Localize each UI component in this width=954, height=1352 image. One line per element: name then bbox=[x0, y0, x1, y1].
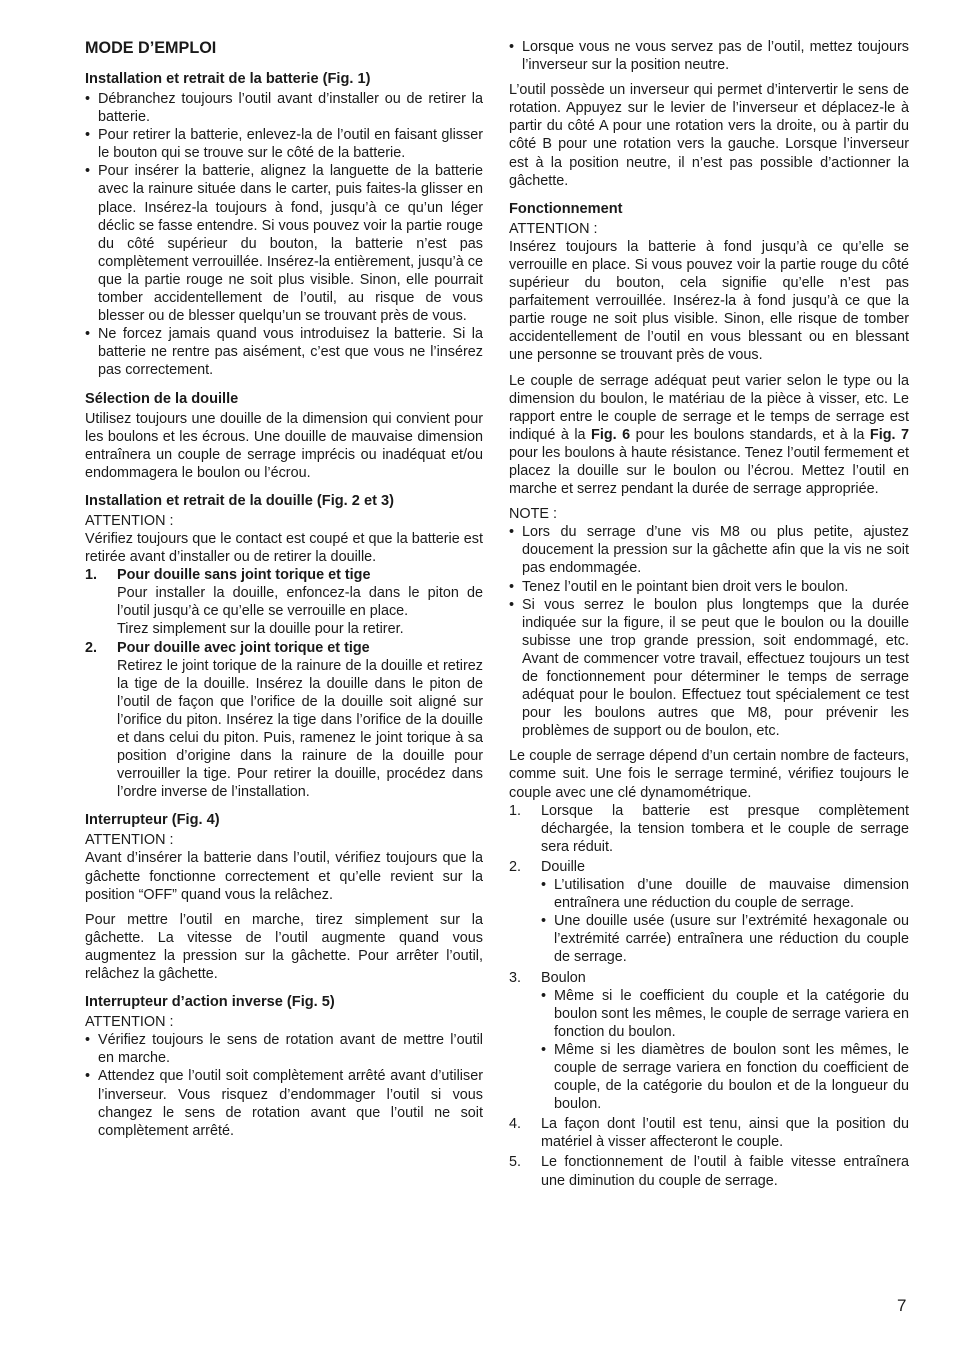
list-item bbox=[509, 858, 909, 967]
list-item bbox=[509, 802, 909, 856]
battery-bullet-list bbox=[85, 90, 483, 380]
factors-text: Le couple de serrage dépend d’un certain nombre de facteurs, comme suit. Une fois le serrage terminé, vérifiez toujours le couple avec une clé dynamométrique. bbox=[509, 748, 909, 801]
step-body: Retirez le joint torique de la rainure de la douille et retirez la tige de la douille. Insérez la douille dans le piton de l’outil de façon que l’orifice de la douille soit aligné sur l’orifice du piton. Insérez la tige dans l’orifice de la douille et dans celui du piton. Puis, ramenez le joint torique à sa position d’origine dans la rainure de la douille pour verrouiller la tige. Pour retirer la douille, procédez dans l’ordre inverse de l’installation. bbox=[117, 657, 483, 801]
list-item: • Attendez que l’outil soit complètement arrêté avant d’utiliser l’inverseur. Vous risquez d’endommager l’outil si vous changez le sens de rotation avant que l’outil ne soit complètement arrêté. bbox=[85, 1067, 483, 1139]
factor-body: Boulon bbox=[541, 969, 586, 986]
left-column bbox=[85, 38, 483, 1147]
factor-number: 5. bbox=[509, 1154, 522, 1171]
socket-selection-text: Utilisez toujours une douille de la dimension qui convient pour les boulons et les écrous. Une douille de mauvaise dimension entraînera un couple de serrage imprécis ou inadéquat et/ou endommagera le boulon ou l’écrou. bbox=[85, 410, 483, 481]
list-item: • Lors du serrage d’une vis M8 ou plus petite, ajustez doucement la pression sur la gâchette afin que la vis ne soit pas endommagée. bbox=[509, 523, 909, 577]
factor-body: La façon dont l’outil est tenu, ainsi que la position du matériel à visser affecteront le couple. bbox=[541, 1116, 909, 1151]
torque-text-part: Le couple de serrage adéquat peut varier selon le type ou la dimension du boulon, le matériau de la pièce à visser, etc. Le rapport entre le couple de serrage et le temps de serrage est indiqué à la bbox=[509, 372, 909, 443]
factor-number: 3. bbox=[509, 969, 522, 986]
reverse-switch-bullets-continued bbox=[509, 38, 909, 74]
factor-sub-list bbox=[541, 987, 909, 1114]
reverse-switch-bullets bbox=[85, 1031, 483, 1140]
torque-text-part: pour les boulons standards, et à la bbox=[630, 426, 870, 443]
figure-reference: Fig. 6 bbox=[591, 426, 631, 443]
list-item bbox=[85, 639, 483, 802]
page-heading: MODE D’EMPLOI bbox=[85, 39, 217, 57]
note-bullets bbox=[509, 523, 909, 740]
operation-section-title: Fonctionnement bbox=[509, 200, 623, 217]
battery-section-title: Installation et retrait de la batterie (Fig. 1) bbox=[85, 71, 371, 87]
socket-install-title: Installation et retrait de la douille (Fig. 2 et 3) bbox=[85, 492, 394, 509]
attention-label: ATTENTION : bbox=[509, 220, 598, 237]
attention-label: ATTENTION : bbox=[85, 832, 174, 849]
list-item bbox=[509, 1153, 909, 1189]
socket-install-steps bbox=[85, 566, 483, 801]
list-item: • Si vous serrez le boulon plus longtemps que la durée indiquée sur la figure, il se peut que le boulon ou la douille subisse une trop grande pression, soit endommagé, etc. Avant de commencer votre travail, effectuez toujours un test de fonctionnement pour déterminer le temps de serrage adéquat pour le boulon. Effectuez tout spécialement ce test pour les boulons autres que M8, pour prévenir les problèmes de support ou de boulon, etc. bbox=[509, 596, 909, 741]
factors-list bbox=[509, 802, 909, 1190]
list-item: • Pour insérer la batterie, alignez la languette de la batterie avec la rainure située dans le carter, puis faites-la glisser en place. Insérez-la toujours à fond, jusqu’à ce qu’un léger déclic se fasse entendre. Si vous pouvez voir la partie rouge du côté supérieur du bouton, la batterie n’est pas complètement verrouillée. Insérez-la entièrement, jusqu’à ce que la partie rouge ne soit plus visible. Sinon, elle pourrait tomber accidentellement de l’outil, au risque de vous blesser ou de blesser quelqu’un se trouvant près de vous. bbox=[85, 162, 483, 325]
step-body: Pour installer la douille, enfoncez-la dans le piton de l’outil jusqu’à ce qu’elle se verrouille en place. bbox=[117, 585, 483, 620]
step-body: Tirez simplement sur la douille pour la retirer. bbox=[117, 621, 404, 638]
switch-section-title: Interrupteur (Fig. 4) bbox=[85, 812, 220, 829]
attention-label: ATTENTION : bbox=[85, 1014, 174, 1031]
torque-text bbox=[509, 372, 909, 499]
note-label: NOTE : bbox=[509, 506, 557, 523]
list-item: • Ne forcez jamais quand vous introduisez la batterie. Si la batterie ne rentre pas aisément, c’est que vous ne l’insérez pas correctement. bbox=[85, 325, 483, 379]
factor-number: 1. bbox=[509, 802, 522, 819]
list-item: • Pour retirer la batterie, enlevez-la de l’outil en faisant glisser le bouton qui se trouve sur le côté de la batterie. bbox=[85, 126, 483, 162]
factor-body: Le fonctionnement de l’outil à faible vitesse entraînera une diminution du couple de serrage. bbox=[541, 1154, 909, 1189]
figure-reference: Fig. 7 bbox=[869, 426, 909, 443]
factor-body: Lorsque la batterie est presque complètement déchargée, la tension tombera et le couple de serrage sera réduit. bbox=[541, 802, 909, 855]
list-item: • Lorsque vous ne vous servez pas de l’outil, mettez toujours l’inverseur sur la position neutre. bbox=[509, 38, 909, 74]
list-item bbox=[85, 566, 483, 638]
factor-body: Douille bbox=[541, 858, 585, 875]
list-item: • Débranchez toujours l’outil avant d’installer ou de retirer la batterie. bbox=[85, 90, 483, 126]
step-title: Pour douille avec joint torique et tige bbox=[117, 639, 370, 656]
factor-number: 2. bbox=[509, 858, 522, 875]
attention-text: Vérifiez toujours que le contact est coupé et que la batterie est retirée avant d’installer ou de retirer la douille. bbox=[85, 530, 483, 566]
torque-text-part: pour les boulons à haute résistance. Tenez l’outil fermement et placez la douille sur le boulon ou l’écrou. Mettez l’outil en marche et serrez pendant la durée de serrage appropriée. bbox=[509, 444, 909, 498]
reverse-switch-text: L’outil possède un inverseur qui permet d’intervertir le sens de rotation. Appuyez sur le levier de l’inverseur et déplacez-le à partir du côté A pour une rotation vers la droite, ou à partir du côté B pour une rotation vers la gauche. Lorsque l’inverseur est à la position neutre, il n’est pas possible d’actionner la gâchette. bbox=[509, 82, 909, 189]
reverse-switch-title: Interrupteur d’action inverse (Fig. 5) bbox=[85, 994, 335, 1011]
page-number: 7 bbox=[897, 1296, 907, 1315]
switch-text: Pour mettre l’outil en marche, tirez simplement sur la gâchette. La vitesse de l’outil augmente quand vous augmentez la pression sur la gâchette. Pour arrêter l’outil, relâchez la gâchette. bbox=[85, 911, 483, 983]
step-title: Pour douille sans joint torique et tige bbox=[117, 567, 371, 584]
socket-selection-title: Sélection de la douille bbox=[85, 390, 239, 407]
list-item bbox=[509, 969, 909, 1114]
list-item: • Vérifiez toujours le sens de rotation avant de mettre l’outil en marche. bbox=[85, 1031, 483, 1067]
factor-sub-list bbox=[541, 876, 909, 966]
list-item bbox=[509, 1115, 909, 1151]
list-item: • Même si les diamètres de boulon sont les mêmes, le couple de serrage variera en fonction du coefficient de couple, de la catégorie du boulon et de la longueur du boulon. bbox=[541, 1041, 909, 1113]
list-item: • Tenez l’outil en le pointant bien droit vers le boulon. bbox=[509, 578, 909, 596]
list-item: • Même si le coefficient du couple et la catégorie du boulon sont les mêmes, le couple de serrage variera en fonction du boulon. bbox=[541, 987, 909, 1041]
attention-text: Avant d’insérer la batterie dans l’outil, vérifiez toujours que la gâchette fonctionne correctement et qu’elle revient sur la position “OFF” quand vous la relâchez. bbox=[85, 850, 483, 903]
attention-label: ATTENTION : bbox=[85, 512, 174, 529]
attention-text: Insérez toujours la batterie à fond jusqu’à ce qu’elle se verrouille en place. Si vous pouvez voir la partie rouge du côté supérieur du bouton, cela signifie qu’elle n’est pas parfaitement verrouillée. Insérez-la à fond jusqu’à ce que la partie rouge ne soit plus visible. Sinon, elle risque de tomber accidentellement de l’outil en vous blessant ou en blessant une personne se trouvant près de vous. bbox=[509, 238, 909, 364]
factor-number: 4. bbox=[509, 1116, 522, 1133]
list-item: • Une douille usée (usure sur l’extrémité hexagonale ou l’extrémité carrée) entraînera une réduction du couple de serrage. bbox=[541, 912, 909, 966]
step-number: 1. bbox=[85, 567, 98, 584]
step-number: 2. bbox=[85, 639, 98, 656]
list-item: • L’utilisation d’une douille de mauvaise dimension entraînera une réduction du couple de serrage. bbox=[541, 876, 909, 912]
right-column bbox=[509, 38, 909, 1196]
